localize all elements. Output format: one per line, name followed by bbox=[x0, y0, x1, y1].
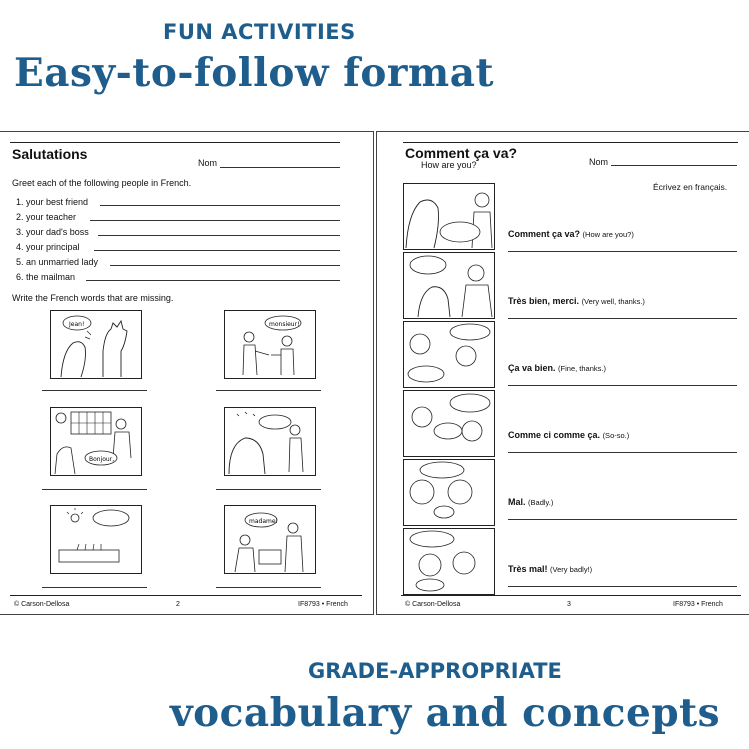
name-line bbox=[611, 165, 737, 166]
footer-rule bbox=[10, 595, 362, 596]
worksheet-page-right bbox=[376, 131, 749, 615]
answer-line bbox=[216, 390, 321, 391]
instruction: Écrivez en français. bbox=[653, 182, 728, 192]
answer-line bbox=[508, 251, 737, 252]
list-item: 4. your principal bbox=[16, 242, 80, 252]
page-title: Comment ça va? bbox=[405, 145, 518, 161]
banner-bottom-large: vocabulary and concepts bbox=[170, 690, 721, 736]
banner-bottom-small: GRADE-APPROPRIATE bbox=[308, 659, 562, 683]
list-item: 3. your dad's boss bbox=[16, 227, 89, 237]
answer-line bbox=[42, 489, 147, 490]
instruction-2: Write the French words that are missing. bbox=[12, 293, 174, 303]
answer-line bbox=[94, 250, 340, 251]
comic-panel-2 bbox=[403, 252, 495, 319]
name-label: Nom bbox=[589, 157, 609, 167]
banner-top-small: FUN ACTIVITIES bbox=[163, 20, 356, 44]
illustration-wave bbox=[50, 310, 142, 379]
bubble-text: madame! bbox=[249, 518, 278, 525]
name-line bbox=[220, 167, 340, 168]
phrase-4: Comme ci comme ça. (So-so.) bbox=[508, 430, 630, 440]
answer-line bbox=[100, 205, 340, 206]
phrase-6: Très mal! (Very badly!) bbox=[508, 564, 593, 574]
answer-line bbox=[42, 587, 147, 588]
comic-panel-3 bbox=[403, 321, 495, 388]
comic-panel-1 bbox=[403, 183, 495, 250]
footer-copyright: © Carson-Dellosa bbox=[14, 601, 70, 608]
answer-line bbox=[508, 452, 737, 453]
answer-line bbox=[98, 235, 340, 236]
footer-rule bbox=[401, 595, 741, 596]
phrase-5: Mal. (Badly.) bbox=[508, 497, 554, 507]
footer-code: IF8793 • French bbox=[298, 601, 348, 608]
illustration-desk bbox=[50, 505, 142, 574]
comic-panel-6 bbox=[403, 528, 495, 595]
illustration-gift bbox=[224, 505, 316, 574]
top-rule bbox=[10, 142, 340, 143]
banner-top-large: Easy-to-follow format bbox=[14, 50, 494, 96]
answer-line bbox=[90, 220, 340, 221]
worksheet-page-left bbox=[0, 131, 374, 615]
top-rule bbox=[403, 142, 738, 143]
illustration-office bbox=[50, 407, 142, 476]
answer-line bbox=[508, 519, 737, 520]
answer-line bbox=[508, 385, 737, 386]
answer-line bbox=[86, 280, 340, 281]
instruction-1: Greet each of the following people in French. bbox=[12, 178, 192, 188]
comic-panel-5 bbox=[403, 459, 495, 526]
footer-copyright: © Carson-Dellosa bbox=[405, 601, 461, 608]
answer-line bbox=[508, 318, 737, 319]
footer-code: IF8793 • French bbox=[673, 601, 723, 608]
bubble-text: Jean! bbox=[69, 321, 85, 328]
list-item: 5. an unmarried lady bbox=[16, 257, 99, 267]
illustration-handshake bbox=[224, 310, 316, 379]
page-number: 2 bbox=[176, 601, 180, 608]
bubble-text: Bonjour, bbox=[89, 456, 115, 463]
bubble-text: monsieur! bbox=[269, 321, 300, 328]
list-item: 6. the mailman bbox=[16, 272, 76, 282]
page-number: 3 bbox=[567, 601, 571, 608]
illustration-greeting bbox=[224, 407, 316, 476]
phrase-3: Ça va bien. (Fine, thanks.) bbox=[508, 363, 606, 373]
answer-line bbox=[42, 390, 147, 391]
answer-line bbox=[216, 489, 321, 490]
list-item: 1. your best friend bbox=[16, 197, 89, 207]
answer-line bbox=[508, 586, 737, 587]
page-subtitle: How are you? bbox=[421, 160, 477, 170]
list-item: 2. your teacher bbox=[16, 212, 77, 222]
comic-panel-4 bbox=[403, 390, 495, 457]
page-title: Salutations bbox=[12, 146, 88, 162]
phrase-2: Très bien, merci. (Very well, thanks.) bbox=[508, 296, 645, 306]
answer-line bbox=[110, 265, 340, 266]
phrase-1: Comment ça va? (How are you?) bbox=[508, 229, 634, 239]
name-label: Nom bbox=[198, 158, 218, 168]
answer-line bbox=[216, 587, 321, 588]
